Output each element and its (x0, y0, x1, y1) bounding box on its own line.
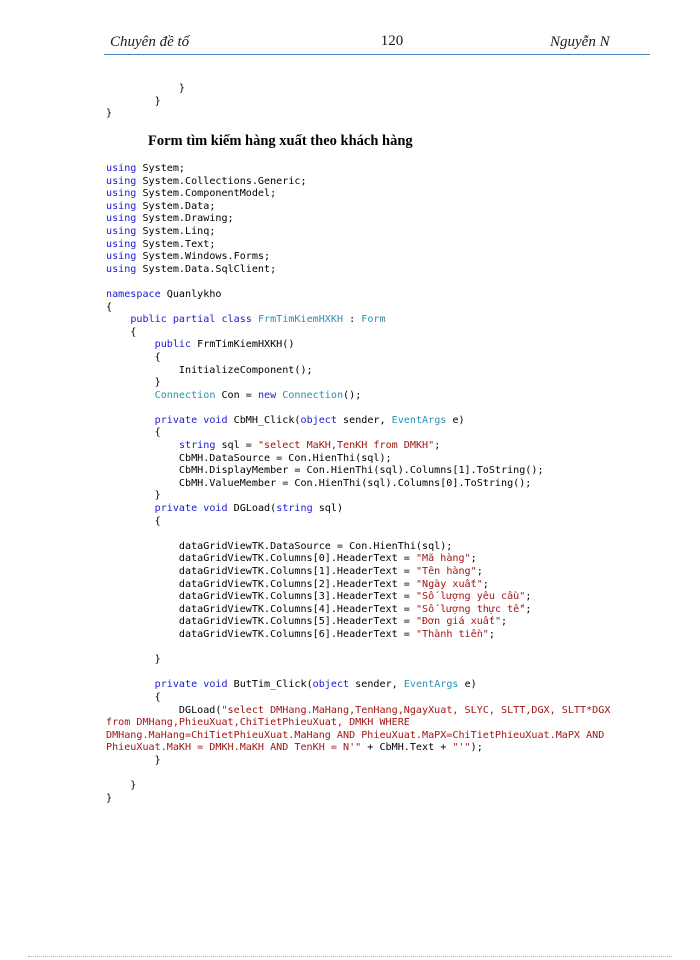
code-token: Form (361, 314, 386, 326)
code-line (106, 339, 610, 352)
code-token: } (106, 654, 161, 666)
code-token: Connection (154, 389, 216, 401)
code-token: System.Linq; (136, 225, 216, 237)
code-line (106, 591, 610, 604)
code-line (106, 239, 610, 252)
code-line (106, 629, 610, 642)
code-line (106, 302, 610, 315)
code-token: e) (458, 679, 477, 691)
code-line (106, 453, 610, 466)
code-line (106, 667, 610, 680)
code-token: private (154, 414, 198, 426)
code-token: + CbMH.Text + (361, 742, 453, 754)
code-token: Con = (215, 389, 258, 401)
code-token: EventArgs (391, 414, 447, 426)
code-token: } (106, 83, 186, 94)
code-token: new (257, 389, 277, 401)
code-token: { (106, 427, 161, 439)
code-line (106, 201, 610, 214)
code-line (106, 365, 610, 378)
code-line (106, 276, 610, 289)
code-token: using (106, 263, 137, 275)
code-token: } (106, 108, 113, 120)
code-line (106, 642, 610, 655)
code-token: DGLoad( (106, 704, 222, 716)
code-token: public (154, 339, 192, 351)
code-line (106, 108, 185, 121)
code-token: using (106, 175, 137, 187)
code-token: dataGridViewTK.Columns[1].HeaderText = (106, 566, 416, 577)
code-token: object (312, 679, 350, 691)
code-line (106, 264, 610, 277)
code-line (106, 327, 610, 340)
code-token: : (343, 314, 362, 326)
code-token: using (106, 188, 137, 200)
code-token: dataGridViewTK.Columns[6].HeaderText = (106, 628, 416, 640)
code-token: "Thành tiền" (415, 628, 489, 640)
code-token: } (106, 780, 137, 792)
code-token: System.Drawing; (136, 213, 234, 225)
code-token: } (106, 754, 161, 766)
code-token: void (203, 503, 228, 515)
code-token: ; (501, 616, 508, 628)
code-line (106, 755, 610, 768)
code-line (106, 251, 610, 264)
code-token: System.Windows.Forms; (136, 251, 271, 263)
code-token: sender, (349, 679, 404, 691)
footer-dotted-rule (28, 956, 672, 957)
code-token: System.Data.SqlClient; (136, 263, 277, 275)
code-line (106, 226, 610, 239)
page-number: 120 (380, 33, 404, 49)
code-token: System.Collections.Generic; (136, 175, 307, 187)
code-token (106, 314, 130, 325)
code-token: using (106, 238, 137, 250)
code-token: "Ngày xuất" (415, 578, 483, 590)
code-token: namespace (106, 288, 161, 300)
code-token: dataGridViewTK.Columns[3].HeaderText = (106, 591, 416, 603)
code-token: "Số lượng yêu cầu" (415, 591, 526, 603)
code-line (106, 213, 610, 226)
code-line (106, 528, 610, 541)
code-line (106, 566, 610, 579)
code-token: DGLoad( (227, 503, 277, 515)
code-token: dataGridViewTK.Columns[2].HeaderText = (106, 578, 416, 590)
code-token: FrmTimKiemHXKH() (191, 339, 295, 351)
code-line (106, 490, 610, 503)
code-block-main (106, 163, 610, 805)
code-token: using (106, 163, 137, 174)
code-line (106, 314, 610, 327)
code-line (106, 96, 185, 109)
code-block-top (106, 83, 185, 121)
code-line (106, 352, 610, 365)
code-token: partial (172, 314, 216, 326)
code-line (106, 541, 610, 554)
code-token: object (300, 414, 337, 426)
code-token: void (203, 679, 228, 691)
code-token: FrmTimKiemHXKH (257, 314, 344, 326)
code-token: e) (446, 414, 465, 426)
code-token: ; (488, 628, 495, 640)
code-line (106, 289, 610, 302)
code-token: dataGridViewTK.Columns[5].HeaderText = (106, 616, 416, 628)
code-token: System.ComponentModel; (136, 188, 277, 200)
code-token: "select MaKH,TenKH from DMKH" (257, 440, 435, 452)
code-line (106, 440, 610, 453)
code-line (106, 553, 610, 566)
code-line (106, 730, 610, 743)
code-token: EventArgs (403, 679, 459, 691)
code-token: sql = (215, 440, 258, 452)
code-token: } (106, 792, 113, 804)
code-token (106, 503, 155, 514)
code-token: "Số lượng thực tế" (415, 603, 526, 615)
code-token: using (106, 200, 137, 212)
code-token: { (106, 326, 137, 338)
code-token: from DMHang,PhieuXuat,ChiTietPhieuXuat, DMKH WHERE (106, 717, 410, 729)
code-line (106, 390, 610, 403)
code-token: System; (136, 163, 186, 174)
header-rule (104, 54, 650, 55)
code-token: System.Data; (136, 200, 216, 212)
code-token: InitializeComponent(); (106, 364, 313, 376)
code-token: "Tên hàng" (415, 566, 477, 577)
code-token: System.Text; (136, 238, 216, 250)
code-line (106, 402, 610, 415)
code-token (106, 679, 155, 690)
code-token: "'" (452, 742, 471, 754)
header-right-author: Nguyễn N (550, 34, 610, 50)
code-token: Quanlykho (160, 288, 222, 300)
code-line (106, 768, 610, 781)
code-token: Connection (282, 389, 344, 401)
code-token: public (130, 314, 167, 326)
code-line (106, 163, 610, 176)
code-token: ButTim_Click( (227, 679, 313, 691)
code-token: } (106, 377, 161, 389)
code-line (106, 516, 610, 529)
code-line (106, 188, 610, 201)
code-line (106, 377, 610, 390)
code-token: dataGridViewTK.Columns[0].HeaderText = (106, 553, 416, 565)
code-token: using (106, 213, 137, 225)
code-token: ; (470, 553, 477, 565)
code-token: sql) (312, 503, 344, 515)
code-line (106, 478, 610, 491)
code-token: string (178, 440, 216, 452)
code-token: sender, (336, 414, 392, 426)
code-line (106, 679, 610, 692)
code-token: CbMH.DataSource = Con.HienThi(sql); (106, 452, 392, 464)
code-token: } (106, 490, 161, 502)
code-line (106, 654, 610, 667)
code-token: dataGridViewTK.Columns[4].HeaderText = (106, 603, 416, 615)
code-line (106, 176, 610, 189)
code-token: ; (482, 578, 489, 590)
code-token: class (221, 314, 252, 326)
code-token (106, 440, 179, 451)
code-token: PhieuXuat.MaKH = DMKH.MaKH AND TenKH = N'" (106, 742, 362, 754)
code-token (106, 415, 155, 426)
code-token: { (106, 515, 161, 527)
code-token: "select DMHang.MaHang,TenHang,NgayXuat, SLYC, SLTT,DGX, SLTT*DGX (221, 704, 611, 716)
code-line (106, 742, 610, 755)
code-line (106, 427, 610, 440)
code-token (106, 390, 155, 401)
section-heading: Form tìm kiếm hàng xuất theo khách hàng (148, 133, 413, 149)
header-left-title: Chuyên đề tố (110, 34, 190, 50)
code-token: { (106, 301, 113, 313)
code-token: CbMH.DisplayMember = Con.HienThi(sql).Columns[1].ToString(); (106, 465, 544, 477)
code-token: { (106, 351, 161, 363)
code-token: CbMH_Click( (227, 414, 301, 426)
code-token: dataGridViewTK.DataSource = Con.HienThi(sql); (106, 540, 453, 552)
code-token: using (106, 225, 137, 237)
code-token: ; (525, 603, 532, 615)
code-line (106, 793, 610, 806)
code-line (106, 579, 610, 592)
code-token: ); (470, 742, 483, 754)
code-line (106, 780, 610, 793)
code-token: } (106, 95, 161, 107)
code-line (106, 616, 610, 629)
code-token: void (203, 414, 228, 426)
code-line (106, 705, 610, 718)
code-token: ; (476, 566, 483, 577)
page-header (0, 0, 700, 60)
code-token: "Mã hàng" (415, 553, 471, 565)
code-token: DMHang.MaHang=ChiTietPhieuXuat.MaHang AND PhieuXuat.MaPX=ChiTietPhieuXuat.MaPX AND (106, 729, 605, 741)
code-line (106, 83, 185, 96)
code-token (106, 339, 155, 350)
code-token: { (106, 691, 161, 703)
code-line (106, 415, 610, 428)
code-token: private (154, 679, 198, 691)
code-token: ; (434, 440, 441, 452)
code-line (106, 503, 610, 516)
code-token: string (276, 503, 313, 515)
code-token: "Đơn giá xuất" (415, 616, 502, 628)
code-token: using (106, 251, 137, 263)
code-line (106, 717, 610, 730)
code-line (106, 692, 610, 705)
code-line (106, 465, 610, 478)
code-token: (); (343, 389, 362, 401)
code-token: private (154, 503, 198, 515)
code-token: ; (525, 591, 532, 603)
code-line (106, 604, 610, 617)
code-token: CbMH.ValueMember = Con.HienThi(sql).Columns[0].ToString(); (106, 477, 532, 489)
